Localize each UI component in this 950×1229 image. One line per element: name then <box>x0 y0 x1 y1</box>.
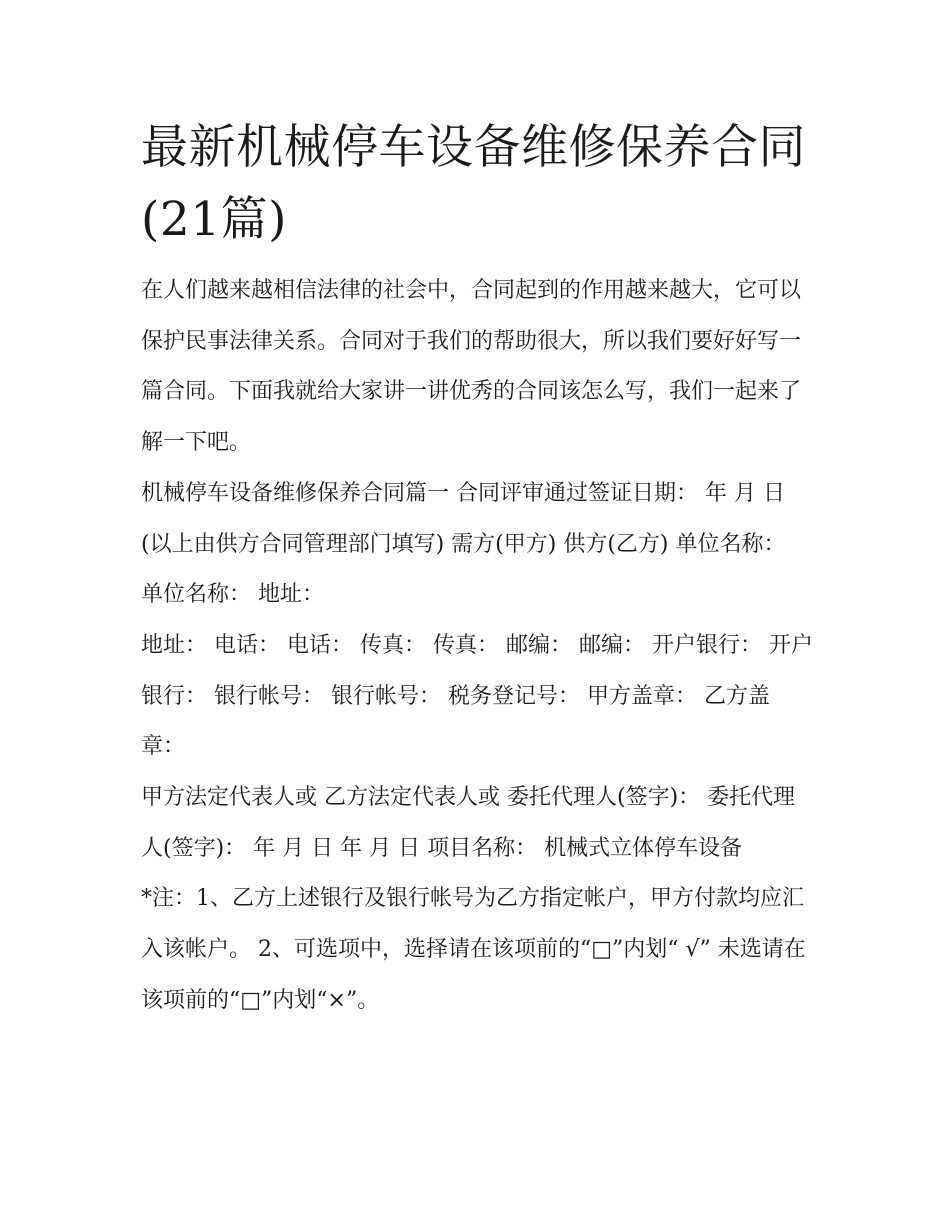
note-paragraph: *注：1、乙方上述银行及银行帐号为乙方指定帐户，甲方付款均应汇入该帐户。 2、可选项中，选择请在该项前的“□”内划“ √” 未选请在该项前的“□”内划“×”。 <box>141 886 806 1013</box>
contract-header-paragraph: 机械停车设备维修保养合同篇一 合同评审通过签证日期： 年 月 日 (以上由供方合同管理部门填写) 需方(甲方) 供方(乙方) 单位名称： 单位名称： 地址： <box>141 480 786 608</box>
document-title: 最新机械停车设备维修保养合同(21篇) <box>141 120 806 247</box>
signature-paragraph: 甲方法定代表人或 乙方法定代表人或 委托代理人(签字)： 委托代理人(签字)： 年 月 日 年 月 日 项目名称： 机械式立体停车设备 <box>141 785 796 861</box>
document-page <box>141 112 813 1027</box>
intro-paragraph: 在人们越来越相信法律的社会中，合同起到的作用越来越大，它可以保护民事法律关系。合同对于我们的帮助很大，所以我们要好好写一篇合同。下面我就给大家讲一讲优秀的合同该怎么写，我们一起来了解一下吧。 <box>141 278 802 456</box>
contact-fields-paragraph: 地址： 电话： 电话： 传真： 传真： 邮编： 邮编： 开户银行： 开户银行： 银行帐号： 银行帐号： 税务登记号： 甲方盖章： 乙方盖章： <box>141 632 813 760</box>
